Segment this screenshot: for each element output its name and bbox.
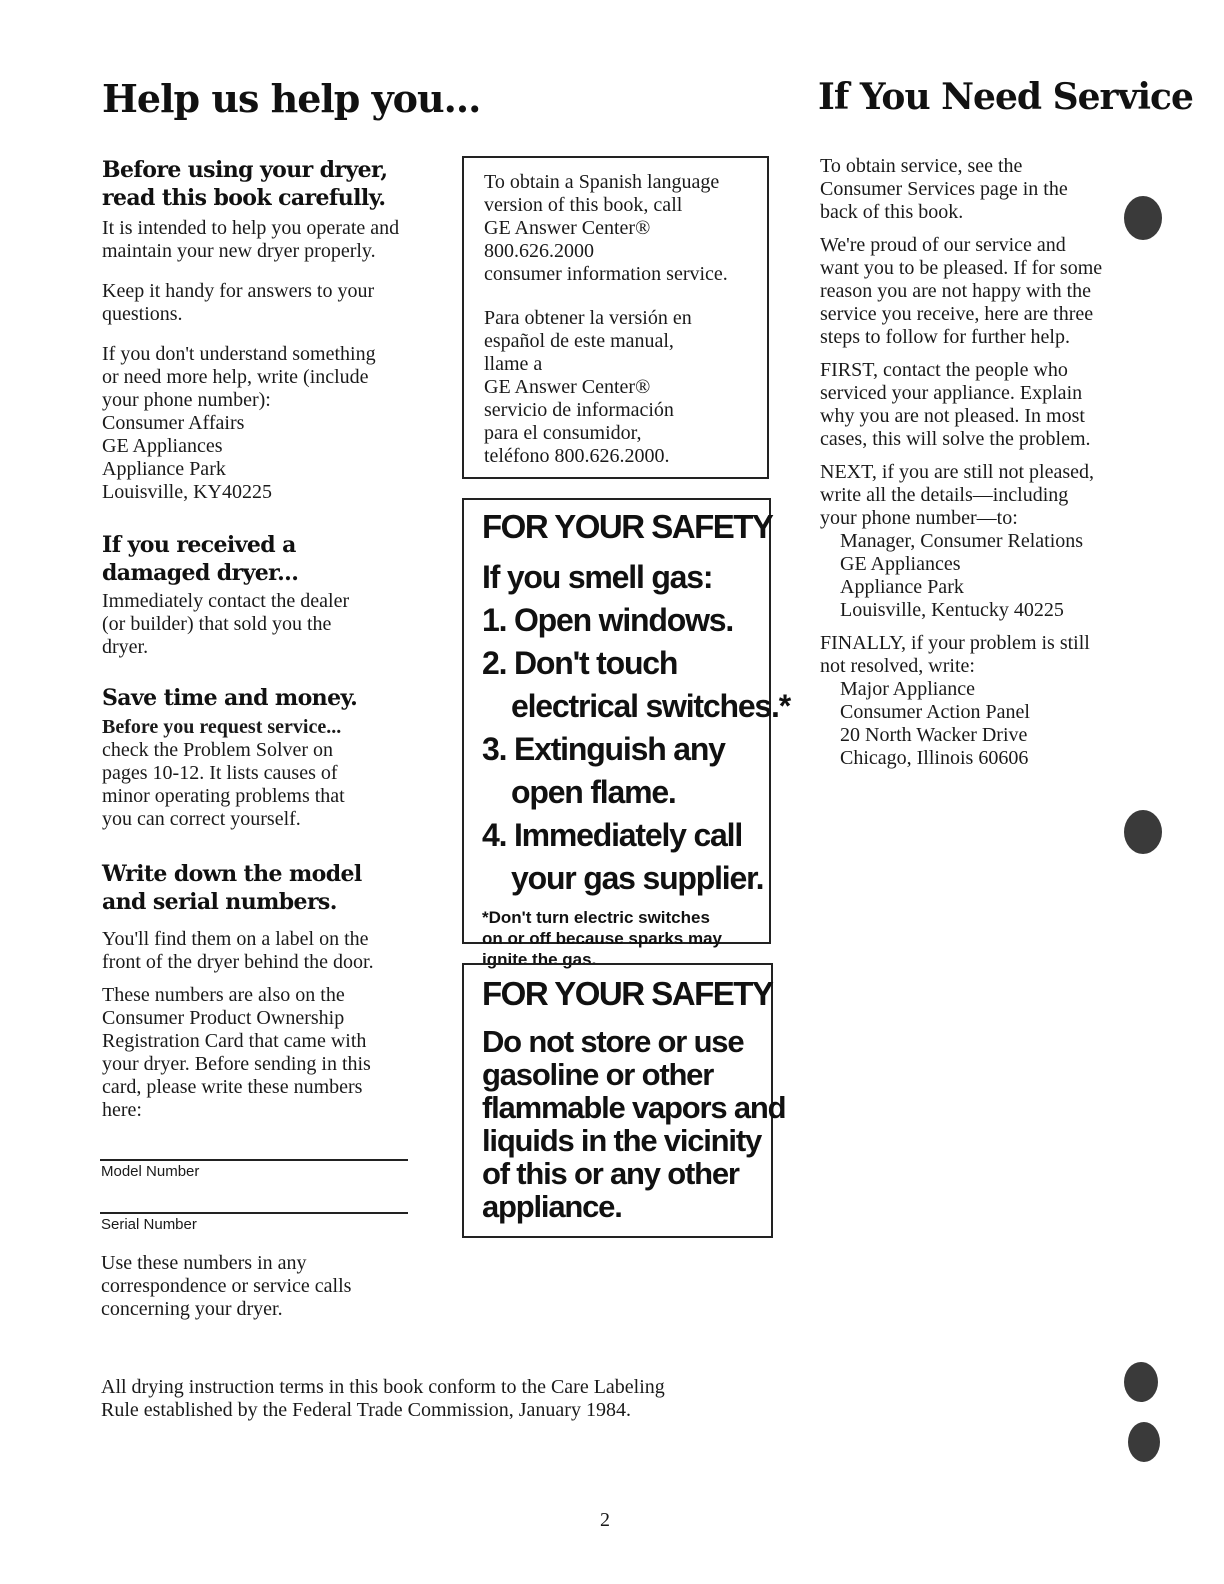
- serial-number-field[interactable]: [100, 1212, 408, 1214]
- service-body: [820, 155, 1130, 770]
- footnote-line: on or off because sparks may: [482, 929, 722, 948]
- address-line: Louisville, KY40225: [102, 481, 272, 503]
- paragraph: [102, 343, 422, 412]
- text-line: serviced your appliance. Explain: [820, 382, 1083, 404]
- text-line: steps to follow for further help.: [820, 326, 1070, 348]
- address-line: Manager, Consumer Relations: [840, 530, 1084, 552]
- gas-safety-line: 3. Extinguish any: [482, 731, 725, 767]
- text-line: your phone number):: [102, 389, 271, 411]
- save-time-body: [102, 716, 422, 831]
- fire-safety-heading: FOR YOUR SAFETY: [482, 975, 773, 1012]
- footnote-line: *Don't turn electric switches: [482, 908, 710, 927]
- text-line: your phone number—to:: [820, 507, 1018, 529]
- save-time-subheading: Before you request service...: [102, 716, 342, 738]
- text-line: want you to be pleased. If for some: [820, 257, 1103, 279]
- consumer-action-panel-address: [820, 678, 1130, 770]
- gas-safety-line: 1. Open windows.: [482, 602, 734, 638]
- text-line: To obtain a Spanish language: [484, 171, 720, 193]
- text-line: Keep it handy for answers to your: [102, 280, 375, 302]
- text-line: NEXT, if you are still not pleased,: [820, 461, 1095, 483]
- text-line: llame a: [484, 353, 543, 375]
- address-line: Consumer Action Panel: [840, 701, 1030, 723]
- text-line: not resolved, write:: [820, 655, 975, 677]
- gas-safety-line: 4. Immediately call: [482, 817, 743, 853]
- fire-safety-line: appliance.: [482, 1189, 622, 1224]
- heading-line: If you received a: [102, 532, 296, 558]
- paragraph: [820, 632, 1130, 770]
- text-line: Para obtener la versión en: [484, 307, 692, 329]
- text-line: FIRST, contact the people who: [820, 359, 1068, 381]
- spanish-spanish-text: [484, 307, 767, 468]
- binder-hole: [1124, 810, 1162, 854]
- text-line: why you are not pleased. In most: [820, 405, 1085, 427]
- damaged-dryer-section: [102, 531, 422, 659]
- model-serial-section: [102, 860, 422, 1122]
- text-line: 800.626.2000: [484, 240, 594, 262]
- text-line: Rule established by the Federal Trade Commission, January 1984.: [101, 1399, 631, 1421]
- text-line: If you don't understand something: [102, 343, 376, 365]
- address-line: 20 North Wacker Drive: [840, 724, 1028, 746]
- fire-safety-warning: [482, 1024, 786, 1224]
- care-labeling-note: [101, 1376, 801, 1422]
- gas-safety-line: electrical switches.*: [511, 688, 790, 724]
- gas-safety-heading: FOR YOUR SAFETY: [482, 508, 773, 545]
- text-line: We're proud of our service and: [820, 234, 1066, 256]
- model-serial-heading: [102, 860, 422, 916]
- text-line: These numbers are also on the: [102, 984, 345, 1006]
- page-title-help: Help us help you...: [102, 76, 481, 121]
- text-line: here:: [102, 1099, 142, 1121]
- text-line: maintain your new dryer properly.: [102, 240, 376, 262]
- address-line: GE Appliances: [102, 435, 223, 457]
- text-line: back of this book.: [820, 201, 964, 223]
- paragraph: [102, 217, 422, 263]
- gas-safety-steps: [482, 556, 790, 900]
- paragraph: [102, 280, 422, 326]
- paragraph: [820, 461, 1130, 622]
- gas-safety-footnote: [482, 907, 769, 970]
- address-line: Appliance Park: [102, 458, 226, 480]
- fire-safety-line: liquids in the vicinity: [482, 1123, 761, 1158]
- gas-safety-line: open flame.: [511, 774, 676, 810]
- text-line: (or builder) that sold you the: [102, 613, 332, 635]
- damaged-dryer-heading: [102, 531, 422, 587]
- text-line: your dryer. Before sending in this: [102, 1053, 371, 1075]
- consumer-affairs-address: [102, 412, 422, 504]
- text-line: Consumer Product Ownership: [102, 1007, 345, 1029]
- fire-safety-line: of this or any other: [482, 1156, 739, 1191]
- save-time-heading: Save time and money.: [102, 685, 358, 711]
- paragraph: [102, 928, 422, 974]
- text-line: minor operating problems that: [102, 785, 345, 807]
- text-line: GE Answer Center®: [484, 217, 651, 239]
- before-using-section: [102, 156, 422, 504]
- text-line: You'll find them on a label on the: [102, 928, 369, 950]
- text-line: write all the details—including: [820, 484, 1069, 506]
- page-title-service: If You Need Service: [818, 76, 1193, 118]
- paragraph: [102, 984, 422, 1122]
- text-line: servicio de información: [484, 399, 674, 421]
- save-time-section: [102, 684, 422, 831]
- before-using-heading-line: Before using your dryer,: [102, 157, 388, 183]
- footnote-line: ignite the gas.: [482, 950, 597, 969]
- text-line: español de este manual,: [484, 330, 674, 352]
- text-line: questions.: [102, 303, 183, 325]
- text-line: version of this book, call: [484, 194, 683, 216]
- text-line: you can correct yourself.: [102, 808, 301, 830]
- text-line: para el consumidor,: [484, 422, 642, 444]
- text-line: service you receive, here are three: [820, 303, 1094, 325]
- page-number: 2: [600, 1509, 610, 1531]
- spanish-english-text: [484, 171, 767, 286]
- consumer-relations-address: [820, 530, 1130, 622]
- text-line: Immediately contact the dealer: [102, 590, 350, 612]
- paragraph: [820, 359, 1130, 451]
- text-line: card, please write these numbers: [102, 1076, 363, 1098]
- binder-hole: [1128, 1422, 1160, 1462]
- paragraph: [820, 155, 1130, 224]
- text-line: It is intended to help you operate and: [102, 217, 400, 239]
- text-line: consumer information service.: [484, 263, 728, 285]
- text-line: Use these numbers in any: [101, 1252, 307, 1274]
- text-line: front of the dryer behind the door.: [102, 951, 374, 973]
- before-using-body: [102, 217, 422, 504]
- text-line: correspondence or service calls: [101, 1275, 352, 1297]
- heading-line: Write down the model: [102, 861, 362, 887]
- text-line: reason you are not happy with the: [820, 280, 1092, 302]
- text-line: Consumer Services page in the: [820, 178, 1068, 200]
- model-serial-body: [102, 928, 422, 1122]
- text-line: FINALLY, if your problem is still: [820, 632, 1090, 654]
- damaged-dryer-body: [102, 590, 422, 659]
- fire-safety-line: gasoline or other: [482, 1057, 714, 1092]
- heading-line: damaged dryer...: [102, 560, 299, 586]
- address-line: Major Appliance: [840, 678, 975, 700]
- text-line: concerning your dryer.: [101, 1298, 283, 1320]
- text-line: GE Answer Center®: [484, 376, 651, 398]
- text-line: All drying instruction terms in this book conform to the Care Labeling: [101, 1376, 665, 1398]
- gas-safety-line: 2. Don't touch: [482, 645, 678, 681]
- text-line: Registration Card that came with: [102, 1030, 367, 1052]
- binder-hole: [1124, 196, 1162, 240]
- paragraph: [820, 234, 1130, 349]
- gas-safety-box: [462, 498, 790, 969]
- spanish-version-box: [462, 156, 769, 479]
- text-line: check the Problem Solver on: [102, 739, 334, 761]
- text-line: cases, this will solve the problem.: [820, 428, 1091, 450]
- fire-safety-box: [462, 963, 786, 1238]
- before-using-heading: [102, 156, 422, 212]
- address-line: Chicago, Illinois 60606: [840, 747, 1029, 769]
- text-line: teléfono 800.626.2000.: [484, 445, 670, 467]
- use-numbers-note: [101, 1252, 421, 1321]
- address-line: Appliance Park: [840, 576, 964, 598]
- text-line: dryer.: [102, 636, 149, 658]
- gas-safety-line: If you smell gas:: [482, 559, 713, 595]
- model-number-field[interactable]: [100, 1159, 408, 1161]
- before-using-heading-line: read this book carefully.: [102, 185, 386, 211]
- text-line: To obtain service, see the: [820, 155, 1023, 177]
- heading-line: and serial numbers.: [102, 889, 337, 915]
- fire-safety-line: flammable vapors and: [482, 1090, 786, 1125]
- text-line: pages 10-12. It lists causes of: [102, 762, 338, 784]
- text-line: or need more help, write (include: [102, 366, 369, 388]
- address-line: Louisville, Kentucky 40225: [840, 599, 1064, 621]
- address-line: Consumer Affairs: [102, 412, 245, 434]
- fire-safety-line: Do not store or use: [482, 1024, 744, 1059]
- binder-hole: [1124, 1362, 1158, 1402]
- gas-safety-line: your gas supplier.: [511, 860, 764, 896]
- model-number-label: Model Number: [101, 1163, 200, 1180]
- serial-number-label: Serial Number: [101, 1216, 197, 1233]
- address-line: GE Appliances: [840, 553, 961, 575]
